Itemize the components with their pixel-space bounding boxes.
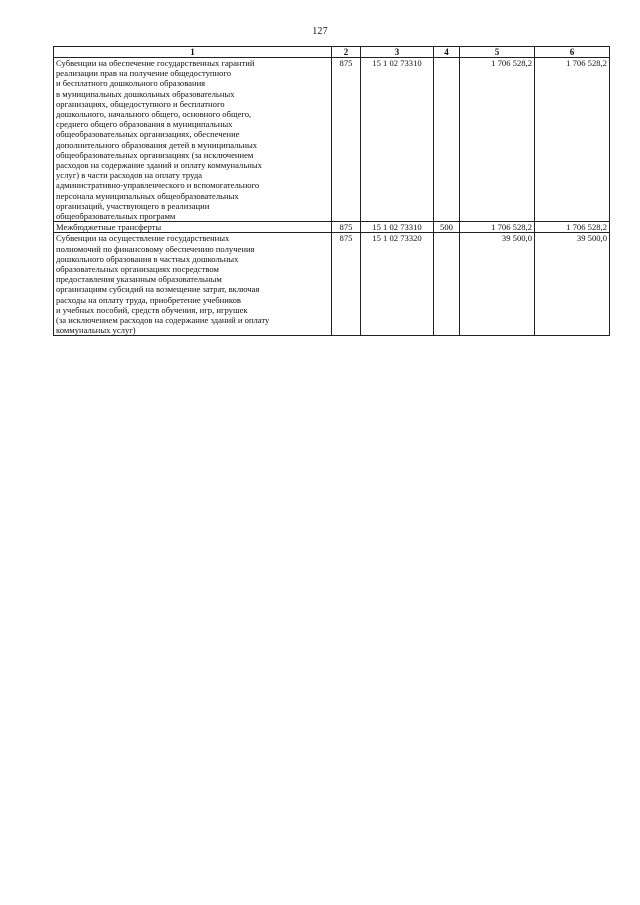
row-amount-year2: 1 706 528,2	[535, 222, 610, 233]
row-admin-code: 875	[332, 233, 361, 336]
budget-table	[53, 46, 610, 336]
row-expense-type: 500	[434, 222, 460, 233]
row-expense-type	[434, 58, 460, 222]
row-expense-type	[434, 233, 460, 336]
row-amount-year2: 39 500,0	[535, 233, 610, 336]
column-header-2: 2	[332, 47, 361, 58]
table-row	[54, 233, 610, 336]
row-amount-year1: 39 500,0	[460, 233, 535, 336]
row-admin-code: 875	[332, 222, 361, 233]
page-number: 127	[312, 26, 328, 37]
column-header-6: 6	[535, 47, 610, 58]
table-row	[54, 222, 610, 233]
row-description: Межбюджетные трансферты	[54, 222, 332, 233]
row-amount-year1: 1 706 528,2	[460, 222, 535, 233]
row-amount-year1: 1 706 528,2	[460, 58, 535, 222]
row-target-code: 15 1 02 73320	[361, 233, 434, 336]
row-admin-code: 875	[332, 58, 361, 222]
table-row	[54, 58, 610, 222]
row-amount-year2: 1 706 528,2	[535, 58, 610, 222]
row-target-code: 15 1 02 73310	[361, 58, 434, 222]
column-header-5: 5	[460, 47, 535, 58]
row-description: Субвенции на обеспечение государственных гарантий реализации прав на получение общедоступного и бесплатного дошкольного образования в муниципальных дошкольных образовательных организациях, общедоступного и бесплатного дошкольного, начального общего, основного общего, среднего общего образования в муниципальных общеобразовательных организациях, обеспечение дополнительного образования детей в муниципальных общеобразовательных организациях (за исключением расходов на содержание зданий и оплату коммунальных услуг) в части расходов на оплату труда административно-управленческого и вспомогательного персонала муниципальных общеобразовательных организаций, участвующего в реализации общеобразовательных программ	[54, 58, 332, 222]
column-header-4: 4	[434, 47, 460, 58]
column-header-1: 1	[54, 47, 332, 58]
row-description: Субвенции на осуществление государственных полномочий по финансовому обеспечению получения дошкольного образования в частных дошкольных образовательных организациях посредством предоставления указанным образовательным организациям субсидий на возмещение затрат, включая расходы на оплату труда, приобретение учебников и учебных пособий, средств обучения, игр, игрушек (за исключением расходов на содержание зданий и оплату коммунальных услуг)	[54, 233, 332, 336]
row-target-code: 15 1 02 73310	[361, 222, 434, 233]
column-header-3: 3	[361, 47, 434, 58]
table-header-row	[54, 47, 610, 58]
